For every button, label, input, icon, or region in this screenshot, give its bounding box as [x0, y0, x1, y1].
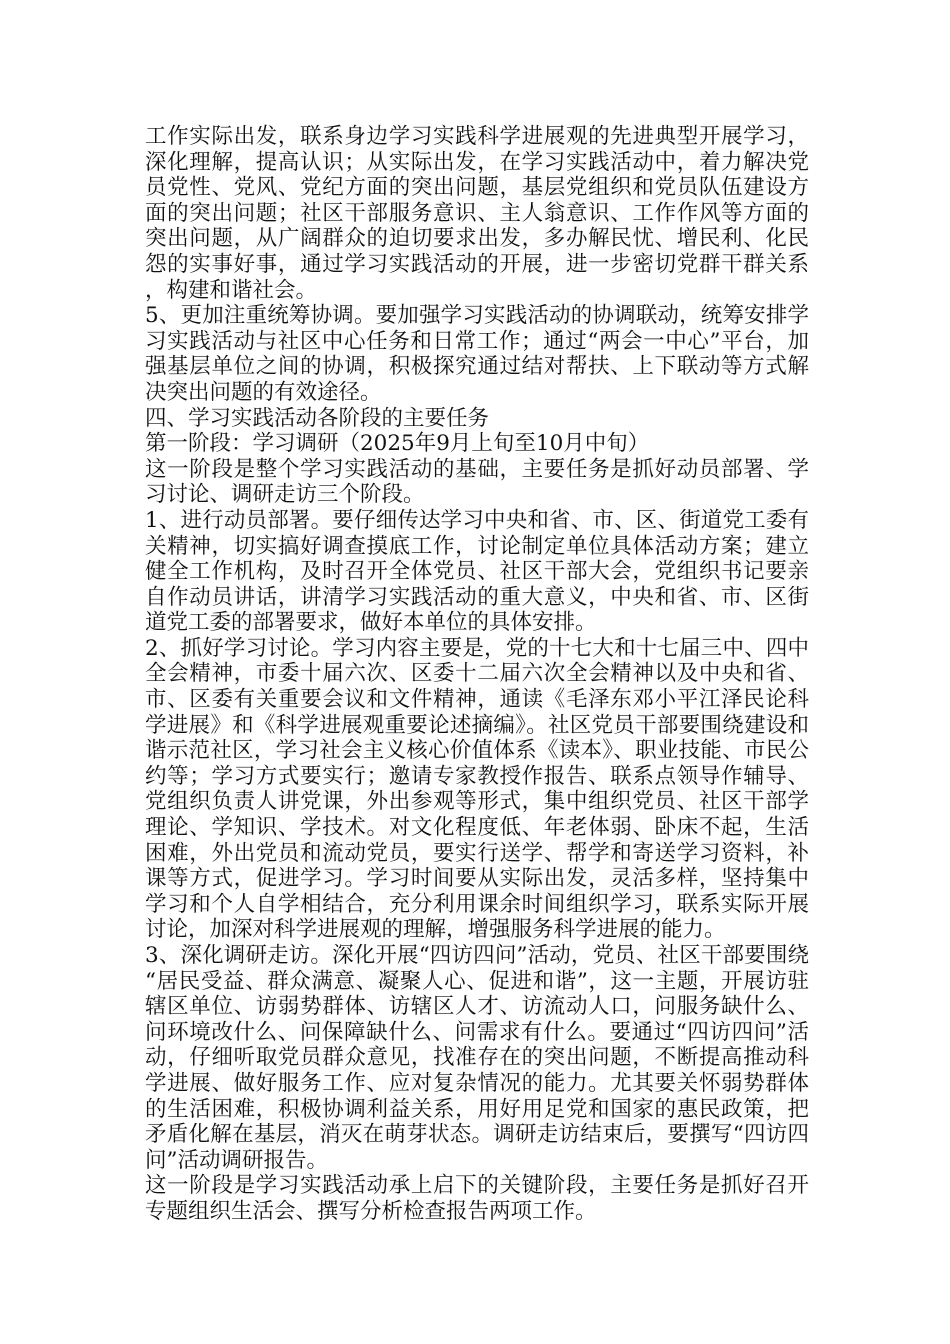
- section-heading: 四、学习实践活动各阶段的主要任务: [145, 405, 490, 431]
- paragraph-item-2: 2、抓好学习讨论。学习内容主要是，党的十七大和十七届三中、四中全会精神，市委十届六次、区委十二届六次全会精神以及中央和省、市、区委有关重要会议和文件精神，通读《毛泽东邓小平江泽民论科学进展》和《科学进展观重要论述摘编》。社区党员干部要围绕建设和谐示范社区，学习社会主义核心价值体系《读本》、职业技能、市民公约等；学习方式要实行；邀请专家教授作报告、联系点领导作辅导、党组织负责人讲党课，外出参观等形式，集中组织党员、社区干部学理论、学知识、学技术。对文化程度低、年老体弱、卧床不起，生活困难，外出党员和流动党员，要实行送学、帮学和寄送学习资料，补课等方式，促进学习。学习时间要从实际出发，灵活多样，坚持集中学习和个人自学相结合，充分利用课余时间组织学习，联系实际开展讨论，加深对科学进展观的理解，增强服务科学进展的能力。: [145, 635, 809, 943]
- stage-two-intro: 这一阶段是学习实践活动承上启下的关键阶段，主要任务是抓好召开专题组织生活会、撰写分析检查报告两项工作。: [145, 1173, 809, 1224]
- paragraph-continuation: 工作实际出发，联系身边学习实践科学进展观的先进典型开展学习，深化理解，提高认识；从实际出发，在学习实践活动中，着力解决党员党性、党风、党纪方面的突出问题，基层党组织和党员队伍建设方面的突出问题；社区干部服务意识、主人翁意识、工作作风等方面的突出问题，从广阔群众的迫切要求出发，多办解民忧、增民利、化民怨的实事好事，通过学习实践活动的开展，进一步密切党群干群关系，构建和谐社会。: [145, 124, 809, 303]
- stage-heading: 第一阶段：学习调研（2025年9月上旬至10月中旬）: [145, 431, 650, 457]
- paragraph-item-5: 5、更加注重统筹协调。要加强学习实践活动的协调联动，统筹安排学习实践活动与社区中心任务和日常工作；通过“两会一中心”平台，加强基层单位之间的协调，积极探究通过结对帮扶、上下联动等方式解决突出问题的有效途径。: [145, 303, 809, 405]
- document-body: [145, 124, 809, 1225]
- paragraph-item-1: 1、进行动员部署。要仔细传达学习中央和省、市、区、街道党工委有关精神，切实搞好调查摸底工作，讨论制定单位具体活动方案；建立健全工作机构，及时召开全体党员、社区干部大会，党组织书记要亲自作动员讲话，讲清学习实践活动的重大意义，中央和省、市、区街道党工委的部署要求，做好本单位的具体安排。: [145, 507, 809, 636]
- paragraph-item-3: 3、深化调研走访。深化开展“四访四问”活动，党员、社区干部要围绕“居民受益、群众满意、凝聚人心、促进和谐”，这一主题，开展访驻辖区单位、访弱势群体、访辖区人才、访流动人口，问服务缺什么、问环境改什么、问保障缺什么、问需求有什么。要通过“四访四问”活动，仔细听取党员群众意见，找准存在的突出问题，不断提高推动科学进展、做好服务工作、应对复杂情况的能力。尤其要关怀弱势群体的生活困难，积极协调利益关系，用好用足党和国家的惠民政策，把矛盾化解在基层，消灭在萌芽状态。调研走访结束后，要撰写“四访四问”活动调研报告。: [145, 943, 809, 1173]
- stage-intro: 这一阶段是整个学习实践活动的基础，主要任务是抓好动员部署、学习讨论、调研走访三个阶段。: [145, 456, 809, 508]
